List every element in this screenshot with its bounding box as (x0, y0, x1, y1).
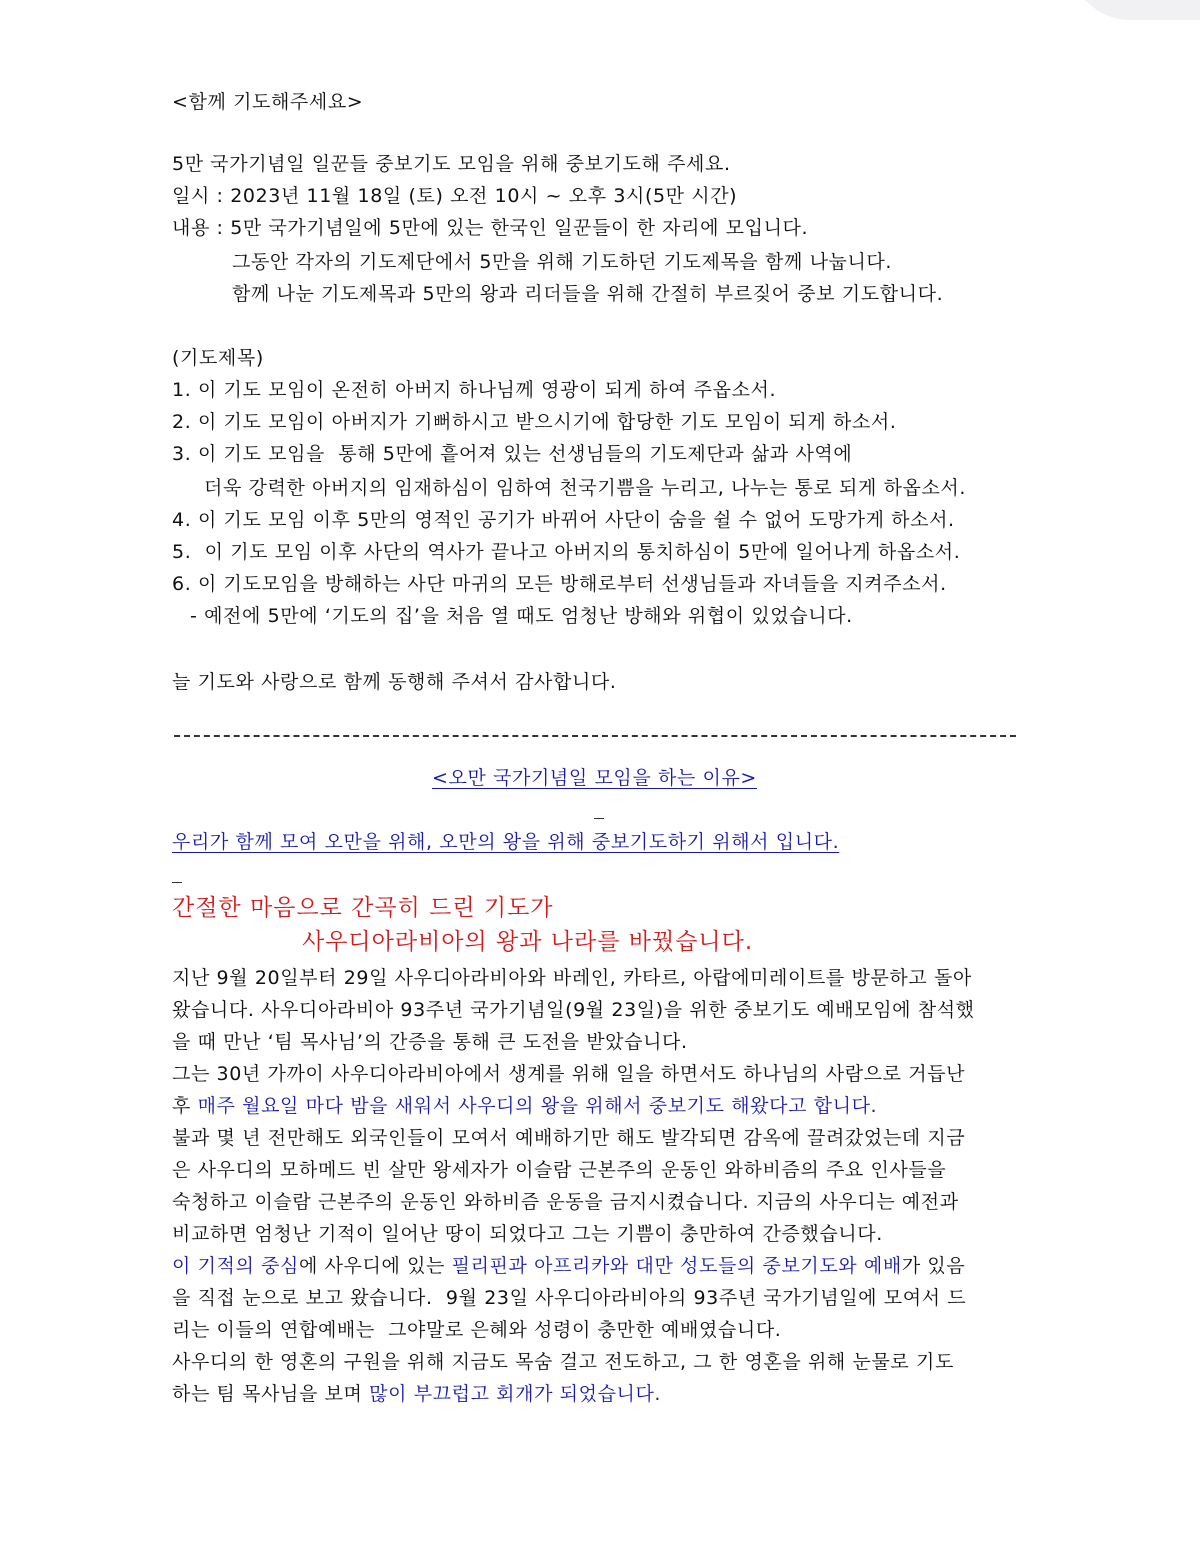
testimony-paragraph-line: 그는 30년 가까이 사우디아라비아에서 생계를 위해 일을 하면서도 하나님의 사람으로 거듭난 (172, 1063, 966, 1085)
testimony-paragraph-line (172, 1252, 965, 1280)
prayer-topics-header: (기도제목) (172, 347, 264, 369)
testimony-paragraph-line: 을 때 만난 ‘팀 목사님’의 간증을 통해 큰 도전을 받았습니다. (172, 1031, 688, 1053)
testimony-paragraph-line: 리는 이들의 연합예배는 그야말로 은혜와 성령이 충만한 예배였습니다. (172, 1319, 782, 1341)
testimony-paragraph-line: 비교하면 엄청난 기적이 일어난 땅이 되었다고 그는 기쁨이 충만하여 간증했습니다. (172, 1223, 883, 1245)
text-run: 하는 팀 목사님을 보며 (172, 1383, 370, 1405)
highlight-text: 필리핀과 아프리카와 대만 성도들의 중보기도와 예배 (451, 1255, 902, 1277)
text-run: 에 사우디에 있는 (299, 1255, 452, 1277)
highlight-text: 매주 월요일 마다 밤을 새워서 사우디의 왕을 위해서 중보기도 해왔다고 합니다. (197, 1095, 878, 1117)
thanks-text: 늘 기도와 사랑으로 함께 동행해 주셔서 감사합니다. (172, 671, 617, 693)
intro-content-line: 함께 나눈 기도제목과 5만의 왕과 리더들을 위해 간절히 부르짖어 중보 기도합니다. (232, 283, 944, 305)
highlight-text: 많이 부끄럽고 회개가 되었습니다. (369, 1383, 662, 1405)
text-run: 후 (172, 1095, 198, 1117)
text-run: 가 있음 (901, 1255, 966, 1277)
testimony-paragraph-line: 지난 9월 20일부터 29일 사우디아라비아와 바레인, 카타르, 아랍에미레이트를 방문하고 돌아 (172, 967, 972, 989)
reason-title: <오만 국가기념일 모임을 하는 이유> (432, 767, 757, 789)
intro-purpose: 5만 국가기념일 일꾼들 중보기도 모임을 위해 중보기도해 주세요. (172, 153, 731, 175)
intro-datetime: 일시 : 2023년 11월 18일 (토) 오전 10시 ~ 오후 3시(5만 시간) (172, 185, 738, 207)
prayer-topic-item: 더욱 강력한 아버지의 임재하심이 임하여 천국기쁨을 누리고, 나누는 통로 되게 하옵소서. (204, 477, 967, 499)
prayer-topic-item: 5. 이 기도 모임 이후 사단의 역사가 끝나고 아버지의 통치하심이 5만에 일어나게 하옵소서. (172, 541, 961, 563)
testimony-paragraph-line: 왔습니다. 사우디아라비아 93주년 국가기념일(9월 23일)을 위한 중보기도 예배모임에 참석했 (172, 999, 975, 1021)
prayer-topic-item: 6. 이 기도모임을 방해하는 사단 마귀의 모든 방해로부터 선생님들과 자녀들을 지켜주소서. (172, 573, 947, 595)
prayer-topic-note: - 예전에 5만에 ‘기도의 집’을 처음 열 때도 엄청난 방해와 위협이 있었습니다. (190, 605, 853, 627)
prayer-topic-item: 2. 이 기도 모임이 아버지가 기뻐하시고 받으시기에 합당한 기도 모임이 되게 하소서. (172, 411, 897, 433)
small-mark (594, 818, 604, 819)
testimony-paragraph-line: 사우디의 한 영혼의 구원을 위해 지금도 목숨 걸고 전도하고, 그 한 영혼을 위해 눈물로 기도 (172, 1351, 954, 1373)
testimony-paragraph-line: 은 사우디의 모하메드 빈 살만 왕세자가 이슬람 근본주의 운동인 와하비즘의 주요 인사들을 (172, 1159, 947, 1181)
intro-content-line: 그동안 각자의 기도제단에서 5만을 위해 기도하던 기도제목을 함께 나눕니다. (232, 251, 893, 273)
section-divider (174, 735, 1016, 737)
testimony-paragraph-line: 을 직접 눈으로 보고 왔습니다. 9월 23일 사우디아라비아의 93주년 국가기념일에 모여서 드 (172, 1287, 967, 1309)
testimony-paragraph-line (172, 1092, 877, 1120)
testimony-paragraph-line (172, 1380, 661, 1408)
prayer-topic-item: 1. 이 기도 모임이 온전히 아버지 하나님께 영광이 되게 하여 주옵소서. (172, 379, 777, 401)
intro-content-line: 내용 : 5만 국가기념일에 5만에 있는 한국인 일꾼들이 한 자리에 모입니다. (172, 217, 809, 239)
testimony-subheading: 사우디아라비아의 왕과 나라를 바꿨습니다. (302, 929, 754, 955)
testimony-paragraph-line: 불과 몇 년 전만해도 외국인들이 모여서 예배하기만 해도 발각되면 감옥에 끌려갔었는데 지금 (172, 1127, 966, 1149)
prayer-topic-item: 4. 이 기도 모임 이후 5만의 영적인 공기가 바뀌어 사단이 숨을 쉴 수 없어 도망가게 하소서. (172, 509, 955, 531)
testimony-heading: 간절한 마음으로 간곡히 드린 기도가 (172, 895, 554, 921)
prayer-topic-item: 3. 이 기도 모임을 통해 5만에 흩어져 있는 선생님들의 기도제단과 삶과 사역에 (172, 443, 853, 465)
highlight-text: 이 기적의 중심 (172, 1255, 300, 1277)
small-mark (172, 882, 182, 883)
testimony-paragraph-line: 숙청하고 이슬람 근본주의 운동인 와하비즘 운동을 금지시켰습니다. 지금의 사우디는 예전과 (172, 1191, 959, 1213)
reason-text: 우리가 함께 모여 오만을 위해, 오만의 왕을 위해 중보기도하기 위해서 입니다. (172, 831, 840, 853)
page-title: <함께 기도해주세요> (172, 91, 364, 113)
